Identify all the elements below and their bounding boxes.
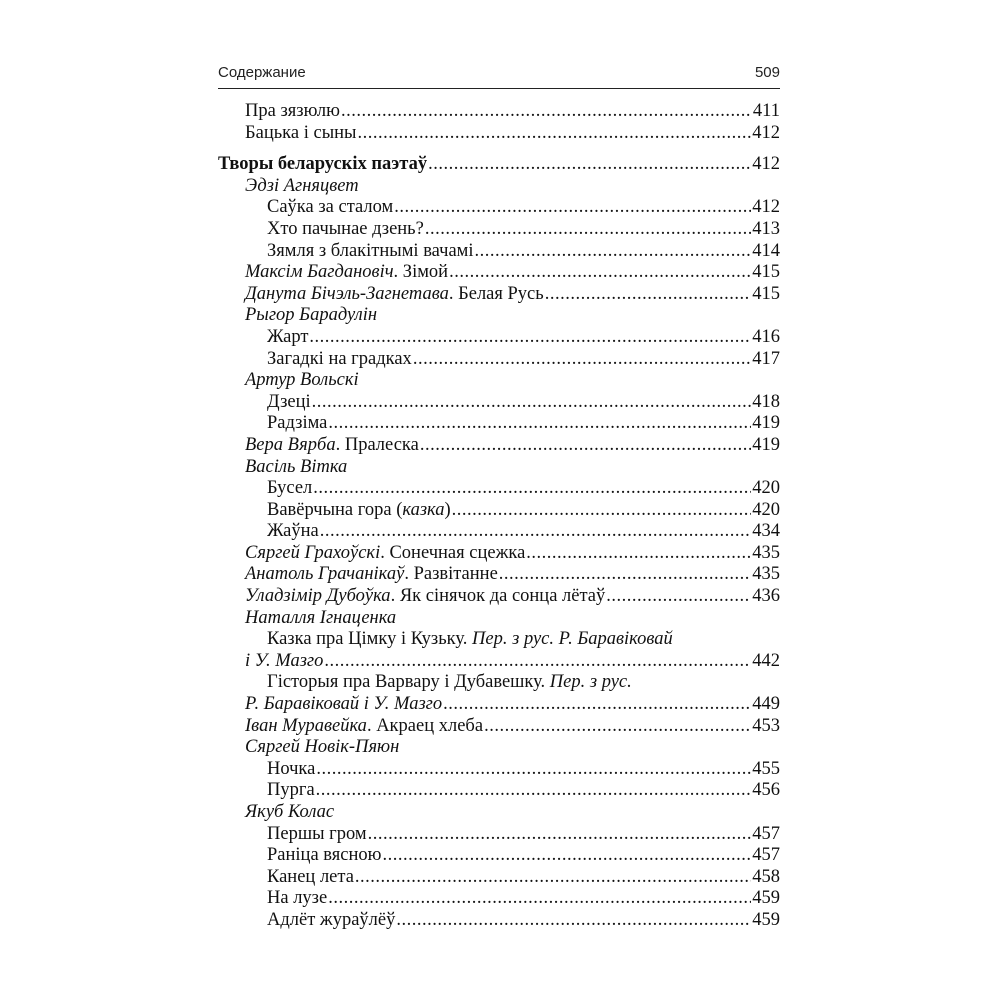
entry-page: 415: [752, 283, 780, 304]
toc-author: [218, 305, 780, 327]
toc-entry: [218, 845, 780, 867]
toc-entry: [218, 413, 780, 435]
entry-title: Жарт: [267, 326, 309, 347]
toc-entry: [218, 349, 780, 371]
dot-leader: [316, 780, 752, 802]
author-name: Максім Багдановіч: [245, 262, 394, 283]
author-name: Данута Бічэль-Загнетава: [245, 283, 449, 304]
toc-entry: [218, 910, 780, 932]
entry-page: 456: [752, 780, 780, 801]
entry-page: 412: [752, 122, 780, 143]
entry-page: 455: [752, 758, 780, 779]
toc-entry: [218, 478, 780, 500]
author-name: Іван Муравейка: [245, 715, 367, 736]
entry-title: . Акраец хлеба: [366, 715, 484, 736]
dot-leader: [606, 586, 751, 608]
dot-leader: [420, 435, 751, 457]
dot-leader: [428, 154, 751, 176]
author-name: Анатоль Грачанікаў: [245, 564, 405, 585]
entry-page: 411: [752, 101, 780, 121]
entry-title: Бацька і сыны: [245, 122, 357, 143]
dot-leader: [545, 284, 752, 306]
entry-page: 459: [752, 909, 780, 930]
entry-title: . Як сінячок да сонца лётаў: [390, 586, 606, 607]
entry-title: Вавёрчына гора (: [267, 499, 403, 520]
toc-entry: [218, 888, 780, 910]
entry-title: Бусел: [267, 478, 313, 499]
entry-title: На лузе: [267, 888, 328, 909]
toc-entry: [218, 500, 780, 522]
entry-title: Пра зязюлю: [245, 101, 340, 121]
dot-leader: [357, 123, 751, 145]
toc-entry: [218, 716, 780, 738]
toc-entry: [218, 101, 780, 123]
entry-title: Раніца вясною: [267, 845, 382, 866]
author-name: Вера Вярба: [245, 434, 336, 455]
toc-entry: [218, 197, 780, 219]
entry-page: 413: [752, 218, 780, 239]
entry-page: 453: [752, 715, 780, 736]
entry-title: . Пралеска: [335, 434, 419, 455]
toc-entry: [218, 780, 780, 802]
dot-leader: [316, 759, 751, 781]
dot-leader: [312, 392, 752, 414]
dot-leader: [313, 478, 751, 500]
section-title: Творы беларускіх паэтаў: [218, 154, 428, 175]
toc-author: [218, 176, 780, 198]
entry-page: 436: [752, 586, 780, 607]
toc-entry: [218, 543, 780, 565]
toc-entry-continuation: [218, 694, 780, 716]
author-name: Сяргей Новік-Пяюн: [245, 737, 400, 758]
entry-translator: Р. Баравіковай і У. Мазго: [245, 694, 443, 715]
running-header-title: Содержание: [218, 64, 306, 81]
dot-leader: [394, 197, 751, 219]
entry-page: 416: [752, 326, 780, 347]
entry-page: 449: [752, 694, 780, 715]
entry-title: Радзіма: [267, 413, 328, 434]
entry-title-end: ): [444, 499, 451, 520]
entry-title: . Белая Русь: [448, 283, 544, 304]
entry-title: Казка пра Цімку і Кузьку.: [267, 629, 473, 650]
table-of-contents: [218, 101, 780, 932]
entry-page: 419: [752, 434, 780, 455]
dot-leader: [320, 521, 752, 543]
dot-leader: [324, 651, 751, 673]
entry-page: 412: [752, 154, 780, 175]
dot-leader: [475, 241, 752, 263]
entry-translator: Пер. з рус. Р. Баравіковай: [472, 629, 673, 650]
dot-leader: [368, 824, 752, 846]
entry-page: 417: [752, 348, 780, 369]
author-name: Уладзімір Дубоўка: [245, 586, 391, 607]
toc-entry: [218, 521, 780, 543]
entry-page: 412: [752, 197, 780, 218]
dot-leader: [396, 910, 751, 932]
page-number: 509: [754, 64, 780, 81]
entry-page: 435: [752, 542, 780, 563]
toc-entry: [218, 586, 780, 608]
entry-title: Пурга: [267, 780, 315, 801]
dot-leader: [355, 867, 751, 889]
author-name: Якуб Колас: [245, 802, 335, 822]
toc-entry-line: [218, 629, 780, 651]
entry-title: Саўка за сталом: [267, 197, 394, 218]
entry-title: Хто пачынае дзень?: [267, 218, 424, 239]
dot-leader: [328, 888, 751, 910]
toc-entry: [218, 327, 780, 349]
entry-genre: казка: [402, 499, 445, 520]
dot-leader: [309, 327, 751, 349]
author-name: Васіль Вітка: [245, 456, 348, 477]
dot-leader: [341, 101, 752, 123]
entry-title: . Развітанне: [404, 564, 498, 585]
entry-page: 420: [752, 478, 780, 499]
entry-page: 442: [752, 650, 780, 671]
toc-author: [218, 737, 780, 759]
dot-leader: [328, 413, 751, 435]
entry-title: Ночка: [267, 758, 316, 779]
entry-title: . Сонечная сцежка: [380, 542, 526, 563]
entry-page: 458: [752, 866, 780, 887]
entry-page: 457: [752, 845, 780, 866]
entry-page: 434: [752, 521, 780, 542]
dot-leader: [413, 349, 751, 371]
entry-translator: Пер. з рус.: [549, 672, 632, 693]
dot-leader: [484, 716, 751, 738]
toc-entry: [218, 123, 780, 145]
entry-title: Гісторыя пра Варвару і Дубавешку.: [267, 672, 550, 693]
toc-entry: [218, 435, 780, 457]
entry-title: . Зімой: [393, 262, 449, 283]
entry-title: Першы гром: [267, 823, 367, 844]
toc-entry: [218, 759, 780, 781]
toc-entry: [218, 241, 780, 263]
entry-translator: і У. Мазго: [245, 650, 324, 671]
toc-author: [218, 457, 780, 479]
author-name: Сяргей Грахоўскі: [245, 542, 381, 563]
entry-title: Дзеці: [267, 391, 311, 412]
entry-page: 420: [752, 499, 780, 520]
toc-entry: [218, 392, 780, 414]
dot-leader: [443, 694, 751, 716]
entry-page: 435: [752, 564, 780, 585]
toc-entry: [218, 284, 780, 306]
toc-author: [218, 802, 780, 824]
toc-author: [218, 608, 780, 630]
dot-leader: [499, 564, 751, 586]
toc-author: [218, 370, 780, 392]
entry-page: 459: [752, 888, 780, 909]
entry-title: Жаўна: [267, 521, 319, 542]
entry-title: Адлёт жураўлёў: [267, 909, 396, 930]
toc-entry: [218, 219, 780, 241]
author-name: Рыгор Барадулін: [245, 305, 378, 326]
dot-leader: [452, 500, 752, 522]
running-header: [218, 58, 780, 89]
entry-title: Канец лета: [267, 866, 354, 887]
entry-page: 414: [752, 240, 780, 261]
author-name: Эдзі Агняцвет: [245, 175, 359, 196]
dot-leader: [382, 845, 751, 867]
dot-leader: [425, 219, 751, 241]
toc-entry-line: [218, 672, 780, 694]
entry-title: Загадкі на градках: [267, 348, 412, 369]
toc-entry: [218, 867, 780, 889]
entry-page: 457: [752, 823, 780, 844]
author-name: Наталля Ігнаценка: [245, 607, 397, 628]
toc-entry-continuation: [218, 651, 780, 673]
toc-section-heading: [218, 154, 780, 176]
entry-title: Зямля з блакітнымі вачамі: [267, 240, 474, 261]
toc-entry: [218, 262, 780, 284]
entry-page: 418: [752, 391, 780, 412]
entry-page: 415: [752, 262, 780, 283]
dot-leader: [526, 543, 751, 565]
toc-entry: [218, 564, 780, 586]
dot-leader: [449, 262, 751, 284]
author-name: Артур Вольскі: [245, 370, 359, 391]
toc-entry: [218, 824, 780, 846]
entry-page: 419: [752, 413, 780, 434]
